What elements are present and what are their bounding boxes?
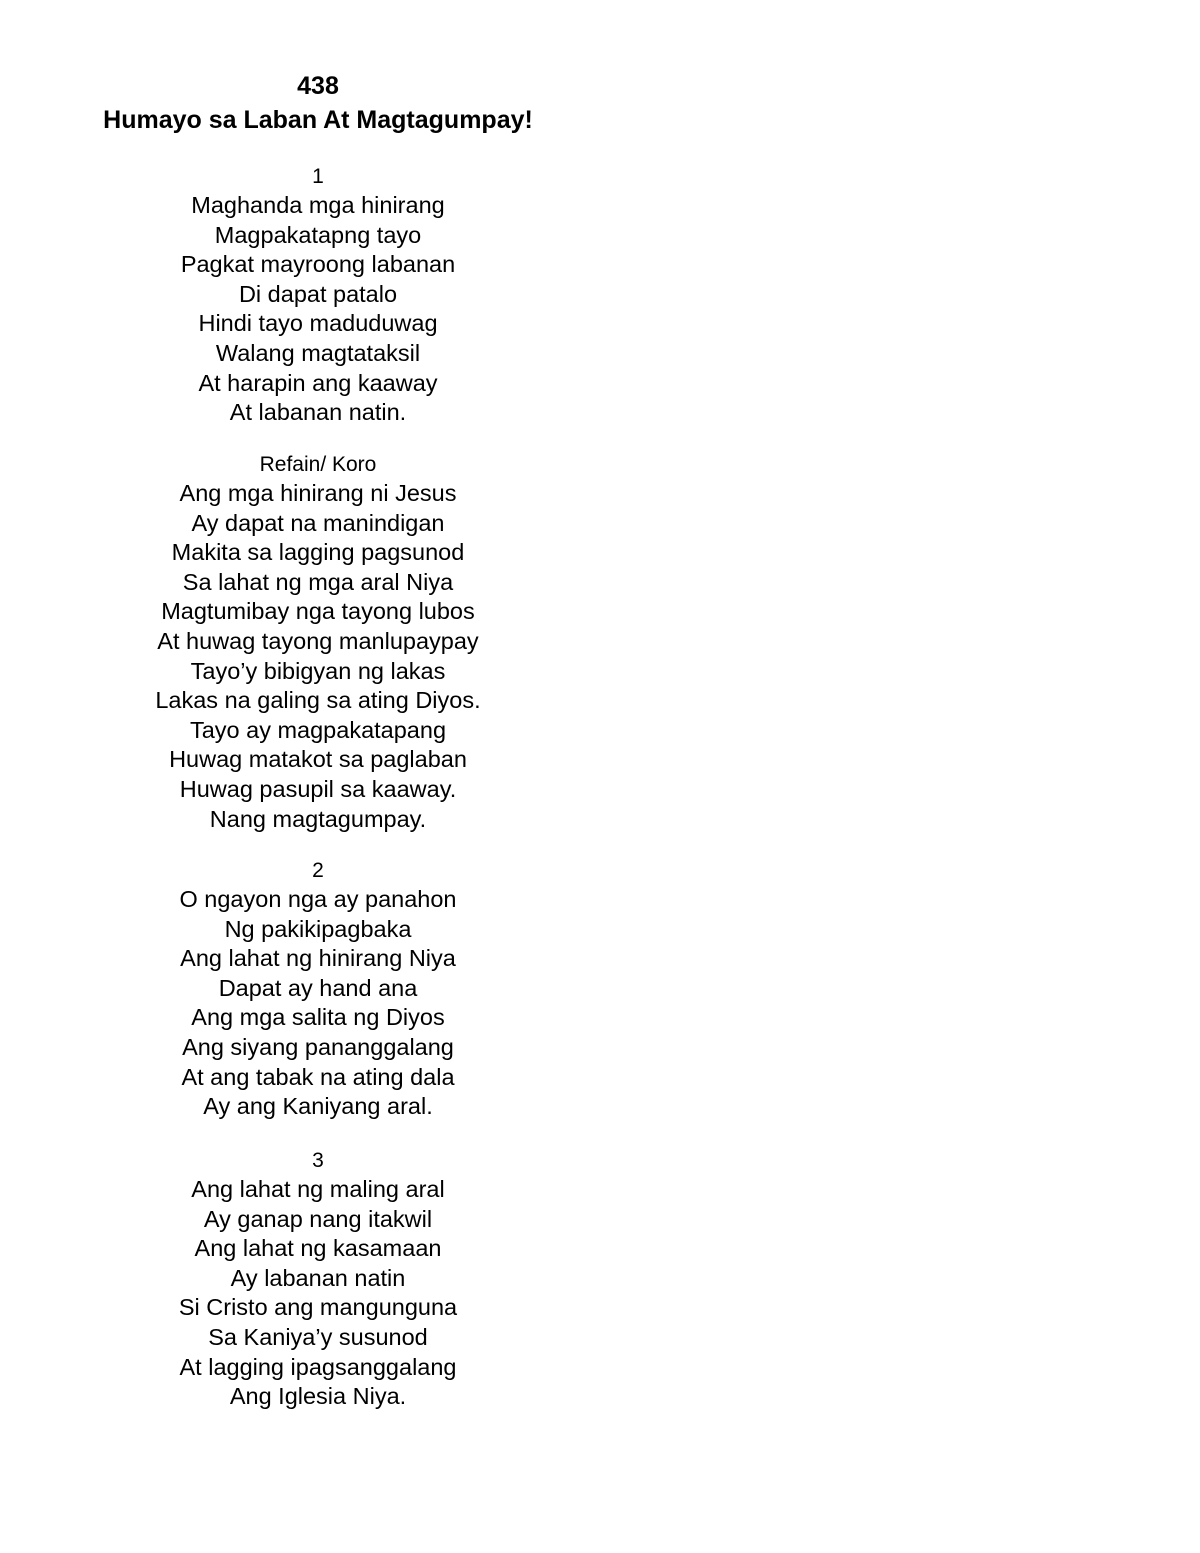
- refrain-line: Lakas na galing sa ating Diyos.: [155, 687, 481, 714]
- verse-1-line: Maghanda mga hinirang: [191, 192, 445, 218]
- refrain-line: Huwag pasupil sa kaaway.: [179, 775, 457, 802]
- hymn-number: 438: [297, 72, 339, 100]
- verse-2-line: At ang tabak na ating dala: [181, 1063, 455, 1090]
- refrain-line: At huwag tayong manlupaypay: [157, 627, 479, 654]
- refrain-line: Nang magtagumpay.: [209, 805, 427, 832]
- refrain-line: Tayo’y bibigyan ng lakas: [190, 657, 446, 684]
- verse-1-label: 1: [312, 165, 324, 188]
- refrain-line: Ay dapat na manindigan: [191, 509, 445, 536]
- verse-3-line: Ang lahat ng maling aral: [191, 1176, 445, 1202]
- verse-3-line: Ay ganap nang itakwil: [203, 1205, 433, 1232]
- refrain-line: Tayo ay magpakatapang: [189, 716, 447, 743]
- refrain-line: Magtumibay nga tayong lubos: [161, 598, 475, 625]
- verse-3-line: Sa Kaniya’y susunod: [208, 1323, 428, 1350]
- verse-1-line: At harapin ang kaaway: [198, 369, 438, 396]
- verse-1-line: Magpakatapng tayo: [214, 221, 422, 248]
- verse-3-line: Ang lahat ng kasamaan: [194, 1235, 442, 1262]
- hymn-title: Humayo sa Laban At Magtagumpay!: [103, 106, 533, 134]
- verse-1-line: Hindi tayo maduduwag: [198, 310, 438, 337]
- refrain-line: Makita sa lagging pagsunod: [171, 539, 465, 566]
- verse-3-line: At lagging ipagsanggalang: [179, 1353, 457, 1380]
- verse-3-line: Ang Iglesia Niya.: [229, 1383, 407, 1410]
- verse-2-line: Ay ang Kaniyang aral.: [203, 1093, 433, 1120]
- verse-1: [0, 162, 636, 428]
- verse-1-line: At labanan natin.: [229, 399, 407, 426]
- refrain-label: Refain/ Koro: [259, 453, 377, 476]
- refrain-line: Ang mga hinirang ni Jesus: [179, 480, 457, 506]
- verse-3-line: Ay labanan natin: [230, 1264, 406, 1291]
- verse-2: [0, 856, 636, 1122]
- refrain: [0, 450, 636, 834]
- verse-2-line: O ngayon nga ay panahon: [179, 886, 457, 912]
- verse-2-label: 2: [312, 859, 324, 882]
- verse-1-line: Walang magtataksil: [215, 339, 421, 366]
- verse-2-line: Ang lahat ng hinirang Niya: [180, 945, 456, 972]
- verse-3-line: Si Cristo ang mangunguna: [178, 1294, 458, 1321]
- verse-3-label: 3: [312, 1149, 324, 1172]
- verse-2-line: Ng pakikipagbaka: [224, 915, 412, 942]
- verse-1-line: Di dapat patalo: [238, 280, 398, 307]
- verse-2-line: Ang siyang pananggalang: [182, 1033, 454, 1060]
- verse-1-line: Pagkat mayroong labanan: [180, 251, 456, 278]
- verse-2-line: Ang mga salita ng Diyos: [191, 1004, 445, 1031]
- verse-2-line: Dapat ay hand ana: [218, 974, 418, 1001]
- refrain-line: Huwag matakot sa paglaban: [169, 746, 467, 773]
- verse-3: [0, 1146, 636, 1412]
- refrain-line: Sa lahat ng mga aral Niya: [182, 568, 454, 595]
